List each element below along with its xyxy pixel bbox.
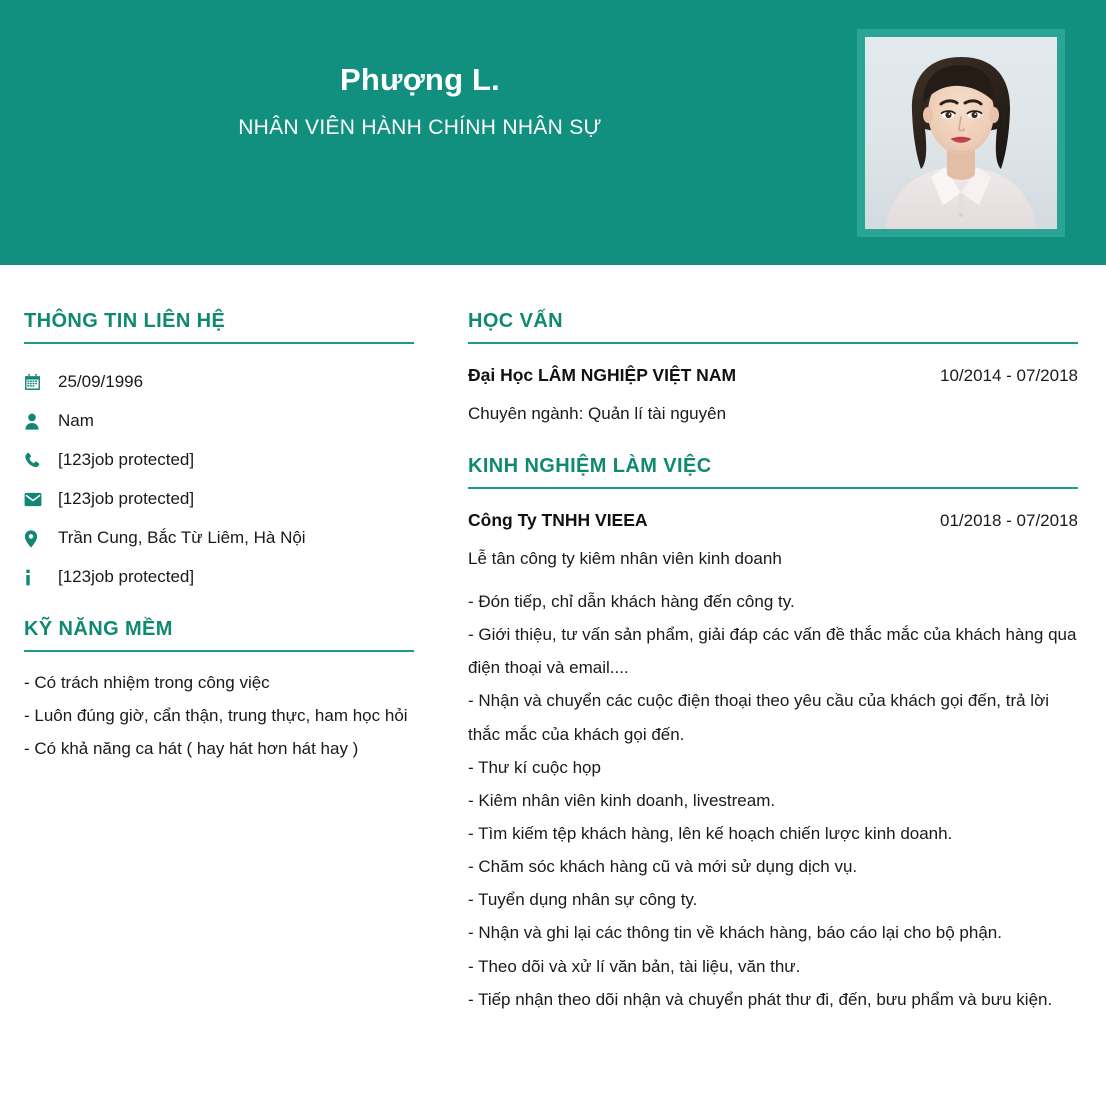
candidate-photo <box>865 37 1057 229</box>
resume-header <box>0 0 1106 265</box>
list-item: - Theo dõi và xử lí văn bản, tài liệu, văn thư. <box>468 956 801 976</box>
section-education <box>468 309 1078 426</box>
contact-value-gender: Nam <box>58 411 94 431</box>
list-item: - Nhận và ghi lại các thông tin về khách hàng, báo cáo lại cho bộ phận. <box>468 923 1002 943</box>
section-soft-skills-title: KỸ NĂNG MỀM <box>24 618 173 640</box>
experience-date-range: 01/2018 - 07/2018 <box>939 511 1078 531</box>
email-icon <box>24 492 54 507</box>
left-column <box>24 265 414 765</box>
experience-bullet-list <box>468 585 1078 1016</box>
list-item: - Thư kí cuộc họp <box>468 757 601 777</box>
contact-row-gender <box>24 402 414 441</box>
list-item: - Tìm kiếm tệp khách hàng, lên kế hoạch chiến lược kinh doanh. <box>468 824 953 844</box>
photo-frame <box>857 29 1065 237</box>
location-pin-icon <box>24 530 54 548</box>
education-school-name: Đại Học LÂM NGHIỆP VIỆT NAM <box>468 365 737 385</box>
phone-icon <box>24 452 54 469</box>
experience-entry-head <box>468 509 1078 532</box>
experience-role: Lễ tân công ty kiêm nhân viên kinh doanh <box>468 549 782 569</box>
contact-value-info: [123job protected] <box>58 567 195 587</box>
education-entry <box>468 364 1078 426</box>
section-contact-title: THÔNG TIN LIÊN HỆ <box>24 310 226 332</box>
contact-value-address: Trần Cung, Bắc Từ Liêm, Hà Nội <box>58 528 306 548</box>
list-item: - Tuyển dụng nhân sự công ty. <box>468 890 698 910</box>
right-section-gap <box>468 426 1078 454</box>
calendar-icon <box>24 374 54 391</box>
list-item: - Nhận và chuyển các cuộc điện thoại theo yêu cầu của khách gọi đến, trả lời thắc mắc của khách gọi đến. <box>468 691 1050 744</box>
list-item: - Có trách nhiệm trong công việc <box>24 673 270 692</box>
contact-list <box>24 363 414 597</box>
section-education-title: HỌC VẤN <box>468 310 564 332</box>
list-item: - Kiêm nhân viên kinh doanh, livestream. <box>468 790 776 810</box>
person-icon <box>24 413 54 430</box>
list-item: - Đón tiếp, chỉ dẫn khách hàng đến công ty. <box>468 592 795 612</box>
section-soft-skills <box>24 617 414 765</box>
contact-value-email: [123job protected] <box>58 489 195 509</box>
experience-entry <box>468 509 1078 1016</box>
list-item: - Chăm sóc khách hàng cũ và mới sử dụng dịch vụ. <box>468 857 858 877</box>
info-icon <box>24 569 54 586</box>
contact-row-phone[interactable] <box>24 441 414 480</box>
candidate-name: Phượng L. <box>340 62 500 97</box>
education-major: Chuyên ngành: Quản lí tài nguyên <box>468 404 727 424</box>
right-column <box>468 265 1078 1016</box>
candidate-job-title: NHÂN VIÊN HÀNH CHÍNH NHÂN SỰ <box>238 116 602 140</box>
contact-row-info <box>24 558 414 597</box>
list-item: - Luôn đúng giờ, cẩn thận, trung thực, ham học hỏi <box>24 706 408 726</box>
section-contact <box>24 309 414 597</box>
education-entry-head <box>468 364 1078 387</box>
portrait-illustration <box>865 37 1057 229</box>
contact-row-email[interactable] <box>24 480 414 519</box>
section-education-rule <box>468 342 1078 344</box>
experience-company-name: Công Ty TNHH VIEEA <box>468 510 648 531</box>
contact-row-address <box>24 519 414 558</box>
education-date-range: 10/2014 - 07/2018 <box>939 366 1078 385</box>
list-item: - Tiếp nhận theo dõi nhận và chuyển phát thư đi, đến, bưu phẩm và bưu kiện. <box>468 989 1053 1009</box>
list-item: - Có khả năng ca hát ( hay hát hơn hát hay ) <box>24 739 359 759</box>
resume-body <box>0 265 1106 1120</box>
section-soft-skills-rule <box>24 650 414 652</box>
left-top-spacer <box>24 265 414 309</box>
header-identity-block <box>0 0 840 265</box>
section-experience-rule <box>468 487 1078 489</box>
contact-row-birthdate <box>24 363 414 402</box>
right-top-spacer <box>468 265 1078 309</box>
section-contact-rule <box>24 342 414 344</box>
contact-value-phone: [123job protected] <box>58 450 195 470</box>
list-item: - Giới thiệu, tư vấn sản phẩm, giải đáp các vấn đề thắc mắc của khách hàng qua điện thoại và email.... <box>468 625 1077 678</box>
section-experience-title: KINH NGHIỆM LÀM VIỆC <box>468 455 712 478</box>
soft-skills-list <box>24 666 414 765</box>
section-experience <box>468 454 1078 1016</box>
contact-value-birthdate: 25/09/1996 <box>58 372 144 392</box>
